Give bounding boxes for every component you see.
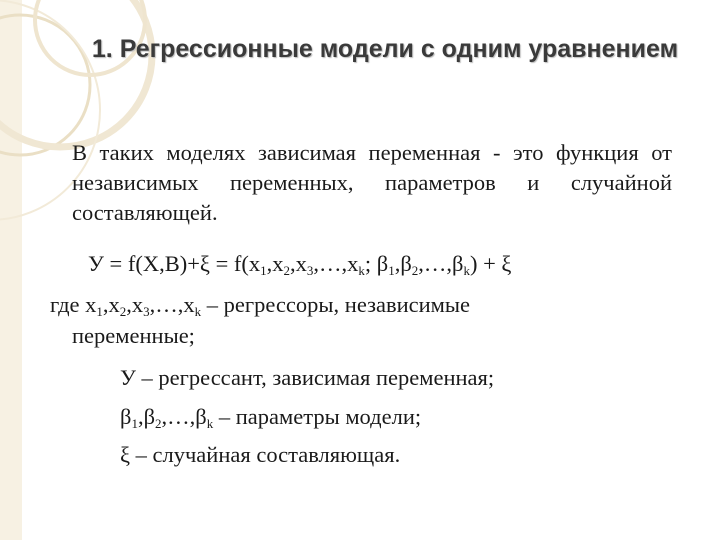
random-component-line: ξ – случайная составляющая. (120, 442, 401, 467)
regressors-line: где $x_1,x_2,x_3,\dots,x_k$ – регрессоры, независимые (50, 292, 470, 319)
regressors-continuation: переменные; (72, 323, 195, 348)
slide-title: 1. Регрессионные модели с одним уравнением (91, 35, 679, 63)
model-equation: $У = f(X,B)+\xi = f(x_1,x_2,x_3,\dots,x_k$; $\beta_1,\beta_2,\dots,\beta_k) + \xi$ (88, 251, 512, 278)
regressand-line: У – регрессант, зависимая переменная; (120, 365, 495, 390)
intro-paragraph: В таких моделях зависимая переменная - это функция от независимых переменных, параметров и случайной составляющей. (72, 140, 672, 225)
parameters-line: $\beta_1,\beta_2,\dots,\beta_k$ – параметры модели; (120, 404, 422, 431)
